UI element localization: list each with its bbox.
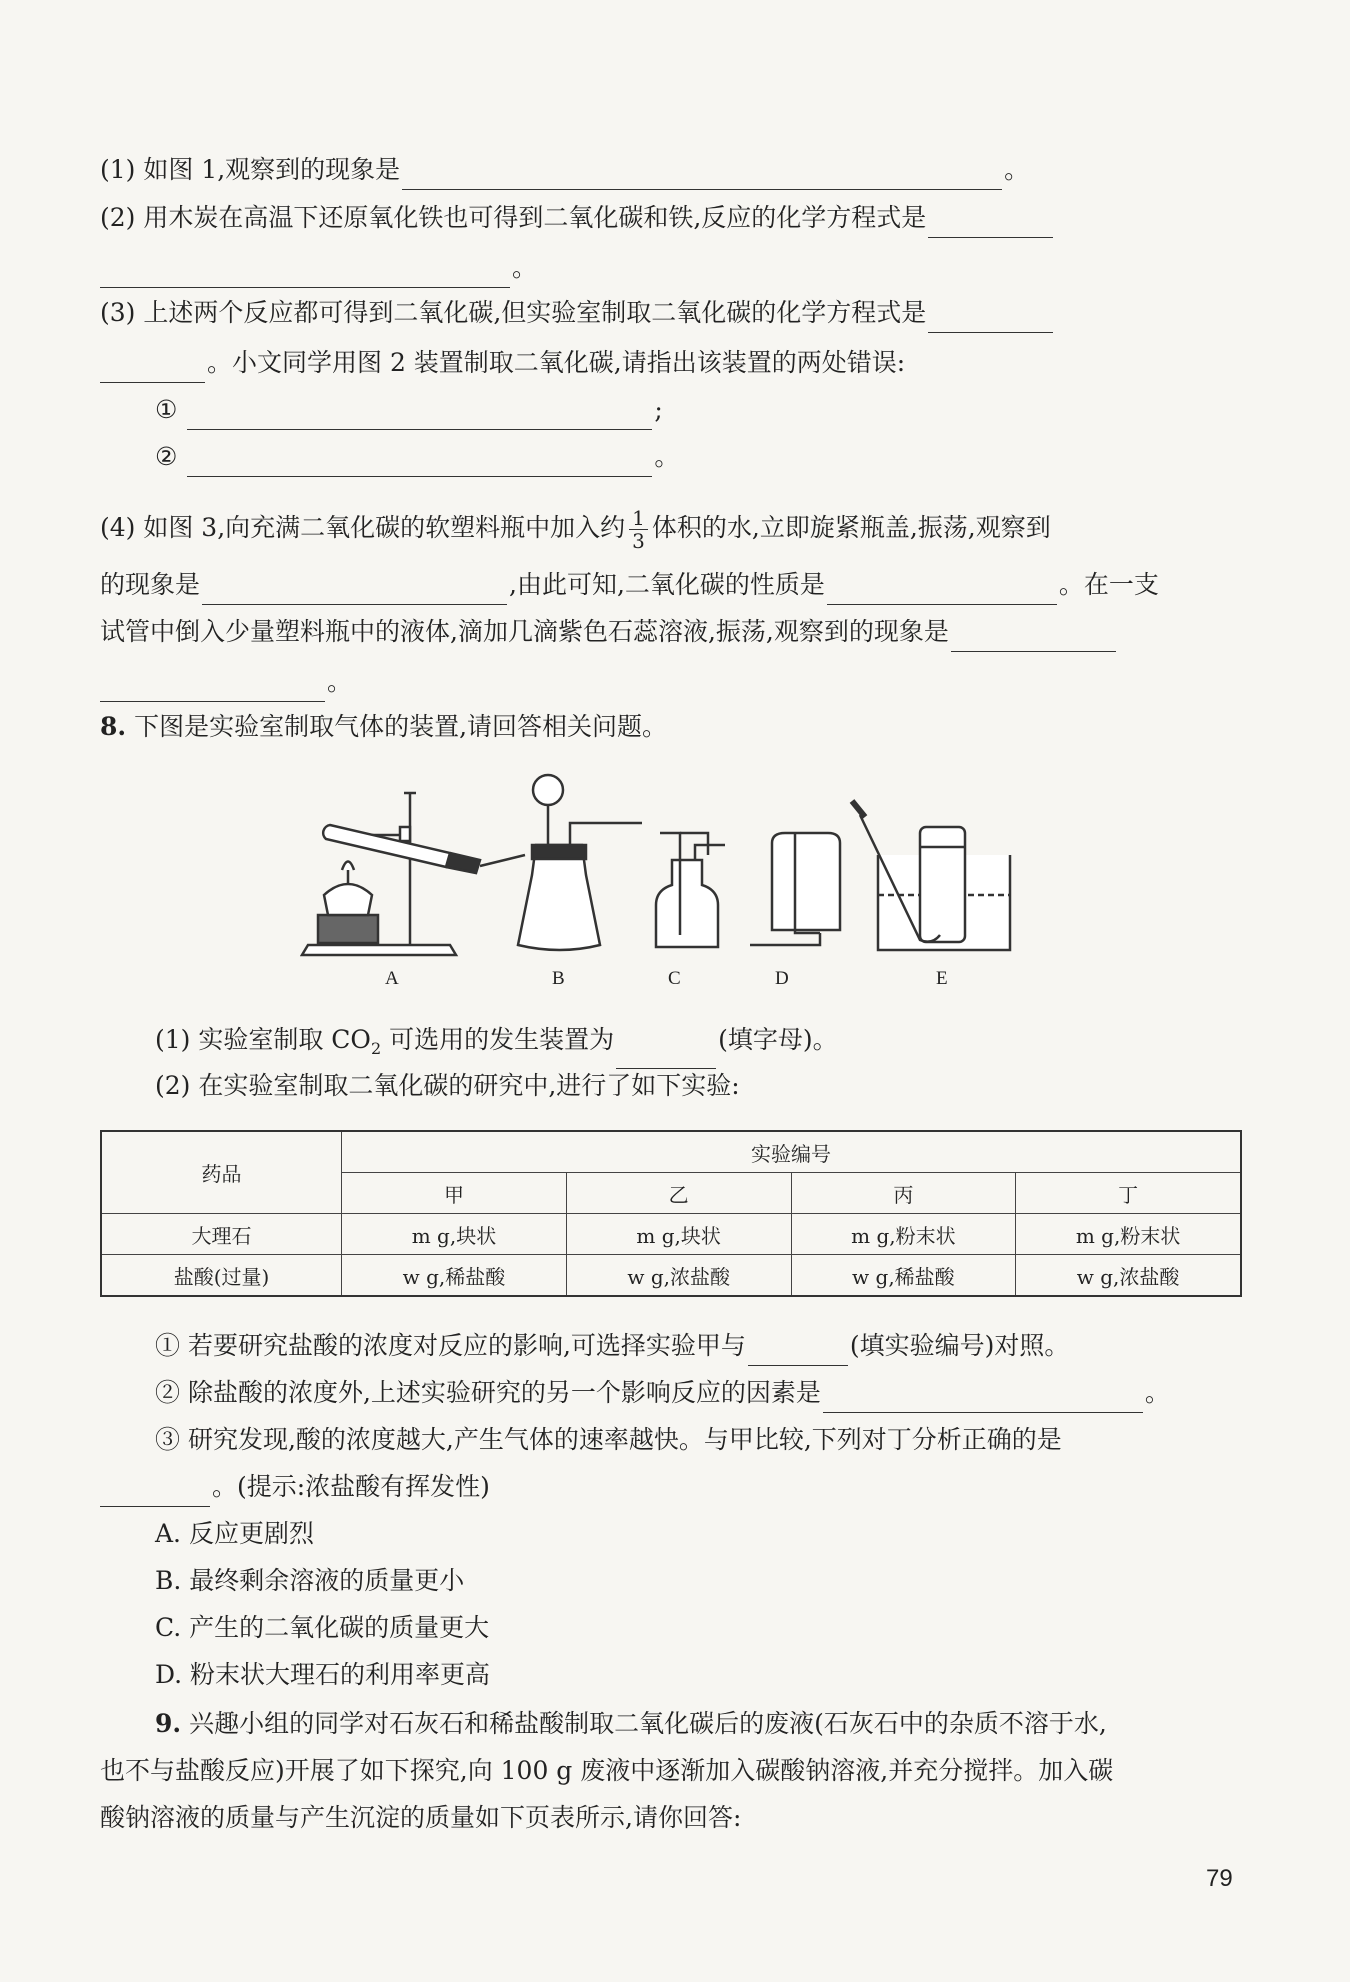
table-col-jia: 甲: [342, 1173, 567, 1214]
sub-q3-text: ③ 研究发现,酸的浓度越大,产生气体的速率越快。与甲比较,下列对丁分析正确的是: [155, 1425, 1062, 1454]
q7-part3: [100, 293, 1240, 333]
q7-part4-text-4: ,由此可知,二氧化碳的性质是: [509, 570, 825, 599]
q7-part4-b: [100, 565, 1240, 605]
q9-text-3: 酸钠溶液的质量与产生沉淀的质量如下页表所示,请你回答:: [100, 1803, 742, 1832]
q8-part1-text-2: 可选用的发生装置为: [381, 1025, 615, 1054]
error-1: [155, 390, 1240, 430]
option-d-text: D. 粉末状大理石的利用率更高: [155, 1660, 491, 1689]
q7-part2: [100, 198, 1240, 238]
q8-part2-text: (2) 在实验室制取二氧化碳的研究中,进行了如下实验:: [155, 1071, 740, 1100]
label-e: E: [936, 968, 948, 989]
table-cell: w g,浓盐酸: [1016, 1255, 1241, 1297]
answer-blank[interactable]: [928, 207, 1053, 238]
punct: 。: [1144, 1378, 1170, 1407]
table-cell: w g,稀盐酸: [342, 1255, 567, 1297]
circle-two: ②: [155, 442, 178, 471]
q7-part4-text-6: 试管中倒入少量塑料瓶中的液体,滴加几滴紫色石蕊溶液,振荡,观察到的现象是: [100, 617, 949, 646]
option-c[interactable]: [155, 1608, 1240, 1648]
table-col-yi: 乙: [566, 1173, 791, 1214]
sub-q1-text: ① 若要研究盐酸的浓度对反应的影响,可选择实验甲与: [155, 1331, 746, 1360]
answer-blank[interactable]: [100, 352, 205, 383]
q7-part3-cont: [100, 343, 1240, 383]
answer-blank[interactable]: [100, 257, 510, 288]
sub-q1-end: (填实验编号)对照。: [849, 1331, 1070, 1360]
table-cell: m g,粉末状: [791, 1214, 1016, 1255]
punct: ;: [654, 395, 663, 424]
q7-part4-text-3: 的现象是: [100, 570, 201, 599]
label-a: A: [385, 968, 399, 989]
answer-blank[interactable]: [823, 1382, 1143, 1413]
q7-part1-text: (1) 如图 1,观察到的现象是: [100, 155, 401, 184]
sub-q2-text: ② 除盐酸的浓度外,上述实验研究的另一个影响反应的因素是: [155, 1378, 821, 1407]
table-cell: m g,块状: [342, 1214, 567, 1255]
q8-part1: [155, 1020, 1240, 1069]
answer-blank[interactable]: [187, 399, 652, 430]
table-header-group: 实验编号: [342, 1131, 1241, 1173]
q7-part4-c: [100, 612, 1240, 652]
table-cell: m g,粉末状: [1016, 1214, 1241, 1255]
q9-line2: [100, 1751, 1240, 1791]
q8-title: [100, 707, 1240, 747]
q7-part3-text-2: 。小文同学用图 2 装置制取二氧化碳,请指出该装置的两处错误:: [207, 348, 906, 377]
page-number: 79: [1206, 1865, 1233, 1892]
option-b[interactable]: [155, 1561, 1240, 1601]
punct: 。: [654, 442, 680, 471]
option-d[interactable]: [155, 1655, 1240, 1695]
q7-part2-cont: [100, 248, 1240, 288]
sub-q3-cont: [100, 1467, 1240, 1507]
fraction-denominator: 3: [632, 529, 645, 553]
answer-blank[interactable]: [187, 446, 652, 477]
answer-blank[interactable]: [748, 1335, 848, 1366]
answer-blank[interactable]: [100, 1476, 210, 1507]
q7-part4: [100, 498, 1240, 558]
q8-title-text: 下图是实验室制取气体的装置,请回答相关问题。: [134, 712, 668, 741]
q9-line3: [100, 1798, 1240, 1838]
sub-q2: [155, 1373, 1240, 1413]
q8-part1-end: (填字母)。: [718, 1025, 838, 1054]
apparatus-figure: [300, 765, 1060, 960]
q9-number: 9.: [155, 1709, 182, 1738]
answer-blank[interactable]: [402, 159, 1002, 190]
option-c-text: C. 产生的二氧化碳的质量更大: [155, 1613, 490, 1642]
fraction-numerator: 1: [629, 507, 648, 530]
answer-blank[interactable]: [928, 302, 1053, 333]
table-row: [101, 1214, 1241, 1255]
q7-part4-d: [100, 662, 1240, 702]
table-col-bing: 丙: [791, 1173, 1016, 1214]
q7-part2-text: (2) 用木炭在高温下还原氧化铁也可得到二氧化碳和铁,反应的化学方程式是: [100, 203, 927, 232]
error-2: [155, 437, 1240, 477]
q9-text-2: 也不与盐酸反应)开展了如下探究,向 100 g 废液中逐渐加入碳酸钠溶液,并充分搅拌。加入碳: [100, 1756, 1114, 1785]
apparatus-e-icon: [852, 801, 1010, 950]
circle-one: ①: [155, 395, 178, 424]
answer-blank[interactable]: [616, 1038, 716, 1069]
table-row: [101, 1255, 1241, 1297]
label-b: B: [552, 968, 565, 989]
row-label: 盐酸(过量): [101, 1255, 342, 1297]
label-c: C: [668, 968, 681, 989]
experiment-table: [100, 1130, 1242, 1297]
punct: 。: [512, 253, 538, 282]
q8-part2: [155, 1066, 1240, 1106]
table-cell: w g,稀盐酸: [791, 1255, 1016, 1297]
answer-blank[interactable]: [100, 671, 325, 702]
answer-blank[interactable]: [202, 574, 507, 605]
table-header-drug: 药品: [101, 1131, 342, 1214]
sub-q1: [155, 1326, 1240, 1366]
answer-blank[interactable]: [827, 574, 1057, 605]
table-col-ding: 丁: [1016, 1173, 1241, 1214]
q9-text-1: 兴趣小组的同学对石灰石和稀盐酸制取二氧化碳后的废液(石灰石中的杂质不溶于水,: [189, 1709, 1107, 1738]
q7-part1: [100, 150, 1240, 190]
q7-part4-text: (4) 如图 3,向充满二氧化碳的软塑料瓶中加入约: [100, 513, 626, 542]
punct: 。: [327, 667, 353, 696]
apparatus-b-icon: [518, 775, 642, 950]
label-d: D: [775, 968, 789, 989]
apparatus-c-icon: [656, 833, 725, 947]
sub-q3-hint: 。(提示:浓盐酸有挥发性): [212, 1472, 490, 1501]
q9-line1: [155, 1704, 1240, 1744]
option-a[interactable]: [155, 1514, 1240, 1554]
apparatus-a-icon: [302, 793, 525, 955]
table-cell: w g,浓盐酸: [566, 1255, 791, 1297]
option-b-text: B. 最终剩余溶液的质量更小: [155, 1566, 465, 1595]
fraction-one-third: [629, 507, 648, 552]
q7-part3-text: (3) 上述两个反应都可得到二氧化碳,但实验室制取二氧化碳的化学方程式是: [100, 298, 927, 327]
subscript: 2: [370, 1039, 382, 1058]
answer-blank[interactable]: [951, 621, 1116, 652]
q7-part4-text-2: 体积的水,立即旋紧瓶盖,振荡,观察到: [651, 513, 1051, 542]
punct: 。: [1004, 155, 1030, 184]
sub-q3: [155, 1420, 1240, 1460]
q8-part1-text: (1) 实验室制取 CO: [155, 1025, 371, 1054]
q8-number: 8.: [100, 712, 127, 741]
row-label: 大理石: [101, 1214, 342, 1255]
table-cell: m g,块状: [566, 1214, 791, 1255]
option-a-text: A. 反应更剧烈: [155, 1519, 314, 1548]
q7-part4-text-5: 。在一支: [1058, 570, 1159, 599]
apparatus-d-icon: [750, 833, 840, 945]
